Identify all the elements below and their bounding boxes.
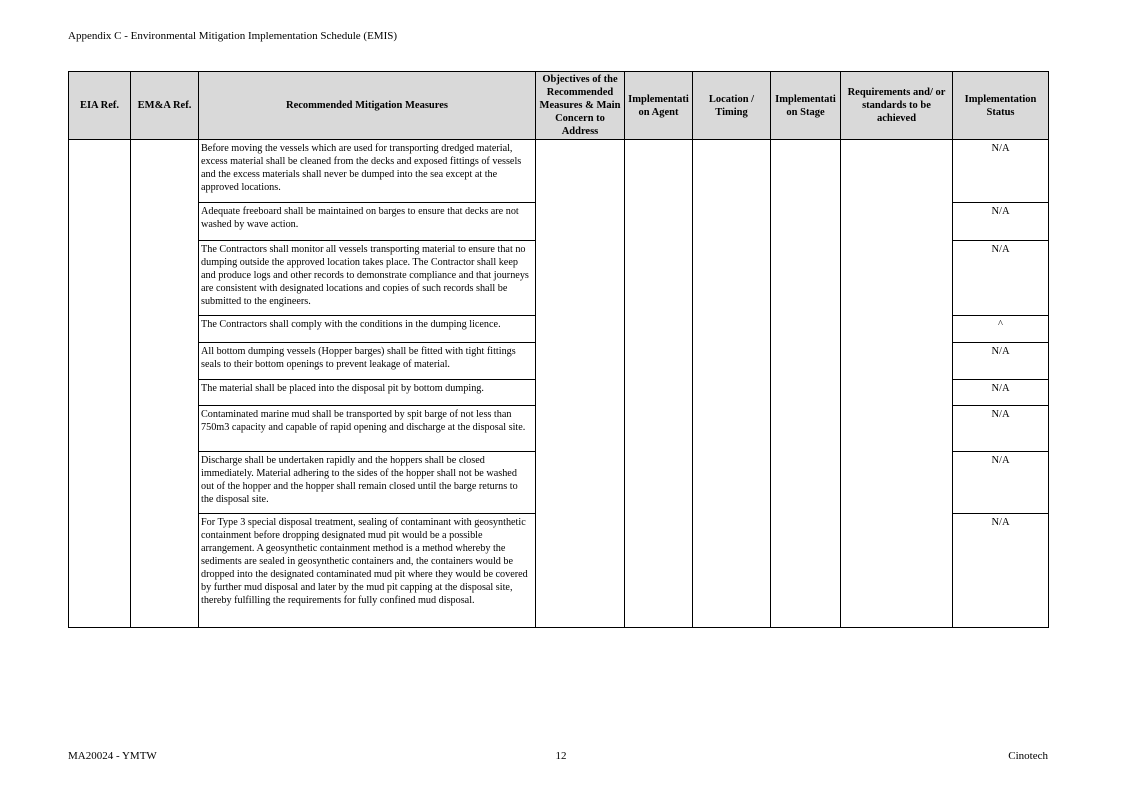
status-cell: N/A bbox=[953, 203, 1049, 241]
measure-cell: Contaminated marine mud shall be transported by spit barge of not less than 750m3 capacity and capable of rapid opening and discharge at the disposal site. bbox=[199, 406, 536, 452]
agent-empty-cell bbox=[625, 140, 693, 628]
status-cell: N/A bbox=[953, 452, 1049, 514]
emis-table bbox=[68, 71, 1049, 628]
measure-cell: All bottom dumping vessels (Hopper barges) shall be fitted with tight fittings seals to their bottom openings to prevent leakage of material. bbox=[199, 343, 536, 380]
status-cell: N/A bbox=[953, 140, 1049, 203]
status-cell: N/A bbox=[953, 241, 1049, 316]
header-eia-ref: EIA Ref. bbox=[69, 72, 131, 140]
status-cell: N/A bbox=[953, 514, 1049, 628]
measure-cell: Adequate freeboard shall be maintained on barges to ensure that decks are not washed by wave action. bbox=[199, 203, 536, 241]
header-location-timing: Location / Timing bbox=[693, 72, 771, 140]
footer-project-code: MA20024 - YMTW bbox=[68, 750, 157, 762]
measure-cell: For Type 3 special disposal treatment, sealing of contaminant with geosynthetic containment before dropping designated mud pit would be a possible arrangement. A geosynthetic containment method is a method whereby the sediments are sealed in geosynthetic containers and, the containers would be dropped into the designated contaminated mud pit where they would be covered by further mud disposal and later by the mud pit capping at the disposal site, thereby fulfilling the requirements for fully confined mud disposal. bbox=[199, 514, 536, 628]
location-empty-cell bbox=[693, 140, 771, 628]
eia-ref-empty-cell bbox=[69, 140, 131, 628]
status-cell: N/A bbox=[953, 380, 1049, 406]
header-objectives: Objectives of the Recommended Measures & Main Concern to Address bbox=[536, 72, 625, 140]
status-cell: N/A bbox=[953, 343, 1049, 380]
header-requirements-standards: Requirements and/ or standards to be achieved bbox=[841, 72, 953, 140]
header-implementation-agent: Implementation Agent bbox=[625, 72, 693, 140]
measure-cell: Discharge shall be undertaken rapidly and the hoppers shall be closed immediately. Material adhering to the sides of the hopper shall not be washed out of the hopper and the hopper shall remain closed until the barge returns to the disposal site. bbox=[199, 452, 536, 514]
page-number: 12 bbox=[555, 750, 567, 762]
table-row bbox=[69, 140, 1049, 203]
header-implementation-status: Implementation Status bbox=[953, 72, 1049, 140]
measure-cell: The Contractors shall comply with the conditions in the dumping licence. bbox=[199, 316, 536, 343]
document-title: Appendix C - Environmental Mitigation Implementation Schedule (EMIS) bbox=[68, 30, 398, 42]
header-recommended-mitigation-measures: Recommended Mitigation Measures bbox=[199, 72, 536, 140]
status-cell: N/A bbox=[953, 406, 1049, 452]
measure-cell: The Contractors shall monitor all vessels transporting material to ensure that no dumping outside the approved location takes place. The Contractor shall keep and produce logs and other records to demonstrate compliance and that journeys are consistent with designated locations and copies of such records shall be submitted to the engineers. bbox=[199, 241, 536, 316]
ema-ref-empty-cell bbox=[131, 140, 199, 628]
requirements-empty-cell bbox=[841, 140, 953, 628]
objectives-empty-cell bbox=[536, 140, 625, 628]
stage-empty-cell bbox=[771, 140, 841, 628]
table-header-row bbox=[69, 72, 1049, 140]
header-implementation-stage: Implementation Stage bbox=[771, 72, 841, 140]
header-ema-ref: EM&A Ref. bbox=[131, 72, 199, 140]
footer-company-name: Cinotech bbox=[1008, 750, 1048, 762]
status-cell: ^ bbox=[953, 316, 1049, 343]
measure-cell: The material shall be placed into the disposal pit by bottom dumping. bbox=[199, 380, 536, 406]
measure-cell: Before moving the vessels which are used for transporting dredged material, excess material shall be cleaned from the decks and exposed fittings of vessels and the excess materials shall never be dumped into the sea except at the approved locations. bbox=[199, 140, 536, 203]
